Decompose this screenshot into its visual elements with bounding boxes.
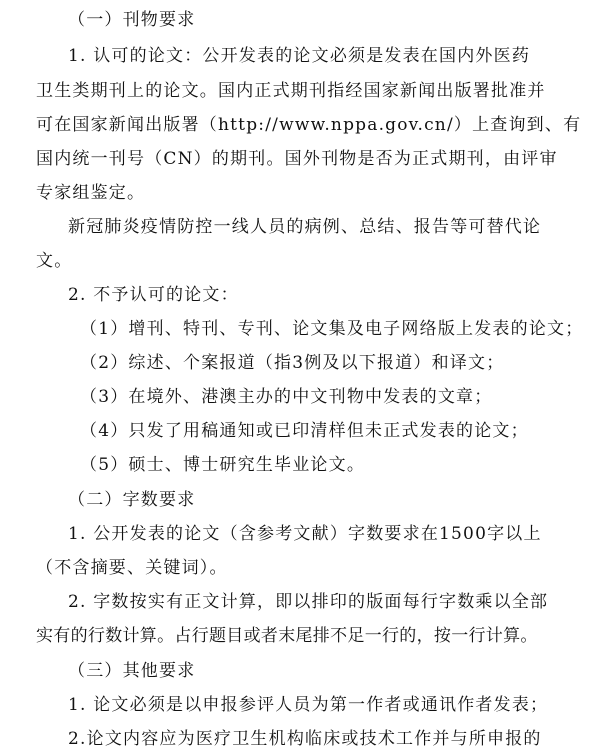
list-item: （1）增刊、特刊、专刊、论文集及电子网络版上发表的论文； — [80, 319, 584, 339]
section-heading-periodical: （一）刊物要求 — [68, 10, 196, 30]
paragraph-line: 卫生类期刊上的论文。国内正式期刊指经国家新闻出版署批准并 — [36, 81, 546, 101]
paragraph-line: 2.论文内容应为医疗卫生机构临床或技术工作并与所申报的 — [68, 729, 542, 749]
paragraph-line: 1. 公开发表的论文（含参考文献）字数要求在1500字以上 — [68, 524, 542, 544]
list-item: （3）在境外、港澳主办的中文刊物中发表的文章； — [80, 387, 493, 407]
paragraph-line: 新冠肺炎疫情防控一线人员的病例、总结、报告等可替代论 — [68, 217, 542, 237]
paragraph-line: （不含摘要、关键词）。 — [36, 558, 228, 578]
list-title: 2. 不予认可的论文： — [68, 285, 239, 305]
paragraph-line: 可在国家新闻出版署（http://www.nppa.gov.cn/）上查询到、有 — [36, 115, 582, 135]
paragraph-line: 1. 认可的论文：公开发表的论文必须是发表在国内外医药 — [68, 46, 531, 66]
list-item: （4）只发了用稿通知或已印清样但未正式发表的论文； — [80, 421, 529, 441]
paragraph-line: 国内统一刊号（CN）的期刊。国外刊物是否为正式期刊，由评审 — [36, 149, 558, 169]
list-item: （2）综述、个案报道（指3例及以下报道）和译文； — [80, 353, 505, 373]
paragraph-line: 文。 — [36, 251, 73, 271]
paragraph-line: 2. 字数按实有正文计算，即以排印的版面每行字数乘以全部 — [68, 592, 549, 612]
paragraph-line: 1. 论文必须是以申报参评人员为第一作者或通讯作者发表； — [68, 695, 549, 715]
paragraph-line: 实有的行数计算。占行题目或者末尾排不足一行的，按一行计算。 — [36, 626, 538, 646]
section-heading-word-count: （二）字数要求 — [68, 490, 196, 510]
paragraph-line: 专家组鉴定。 — [36, 183, 146, 203]
section-heading-other: （三）其他要求 — [68, 661, 196, 681]
list-item: （5）硕士、博士研究生毕业论文。 — [80, 455, 366, 475]
